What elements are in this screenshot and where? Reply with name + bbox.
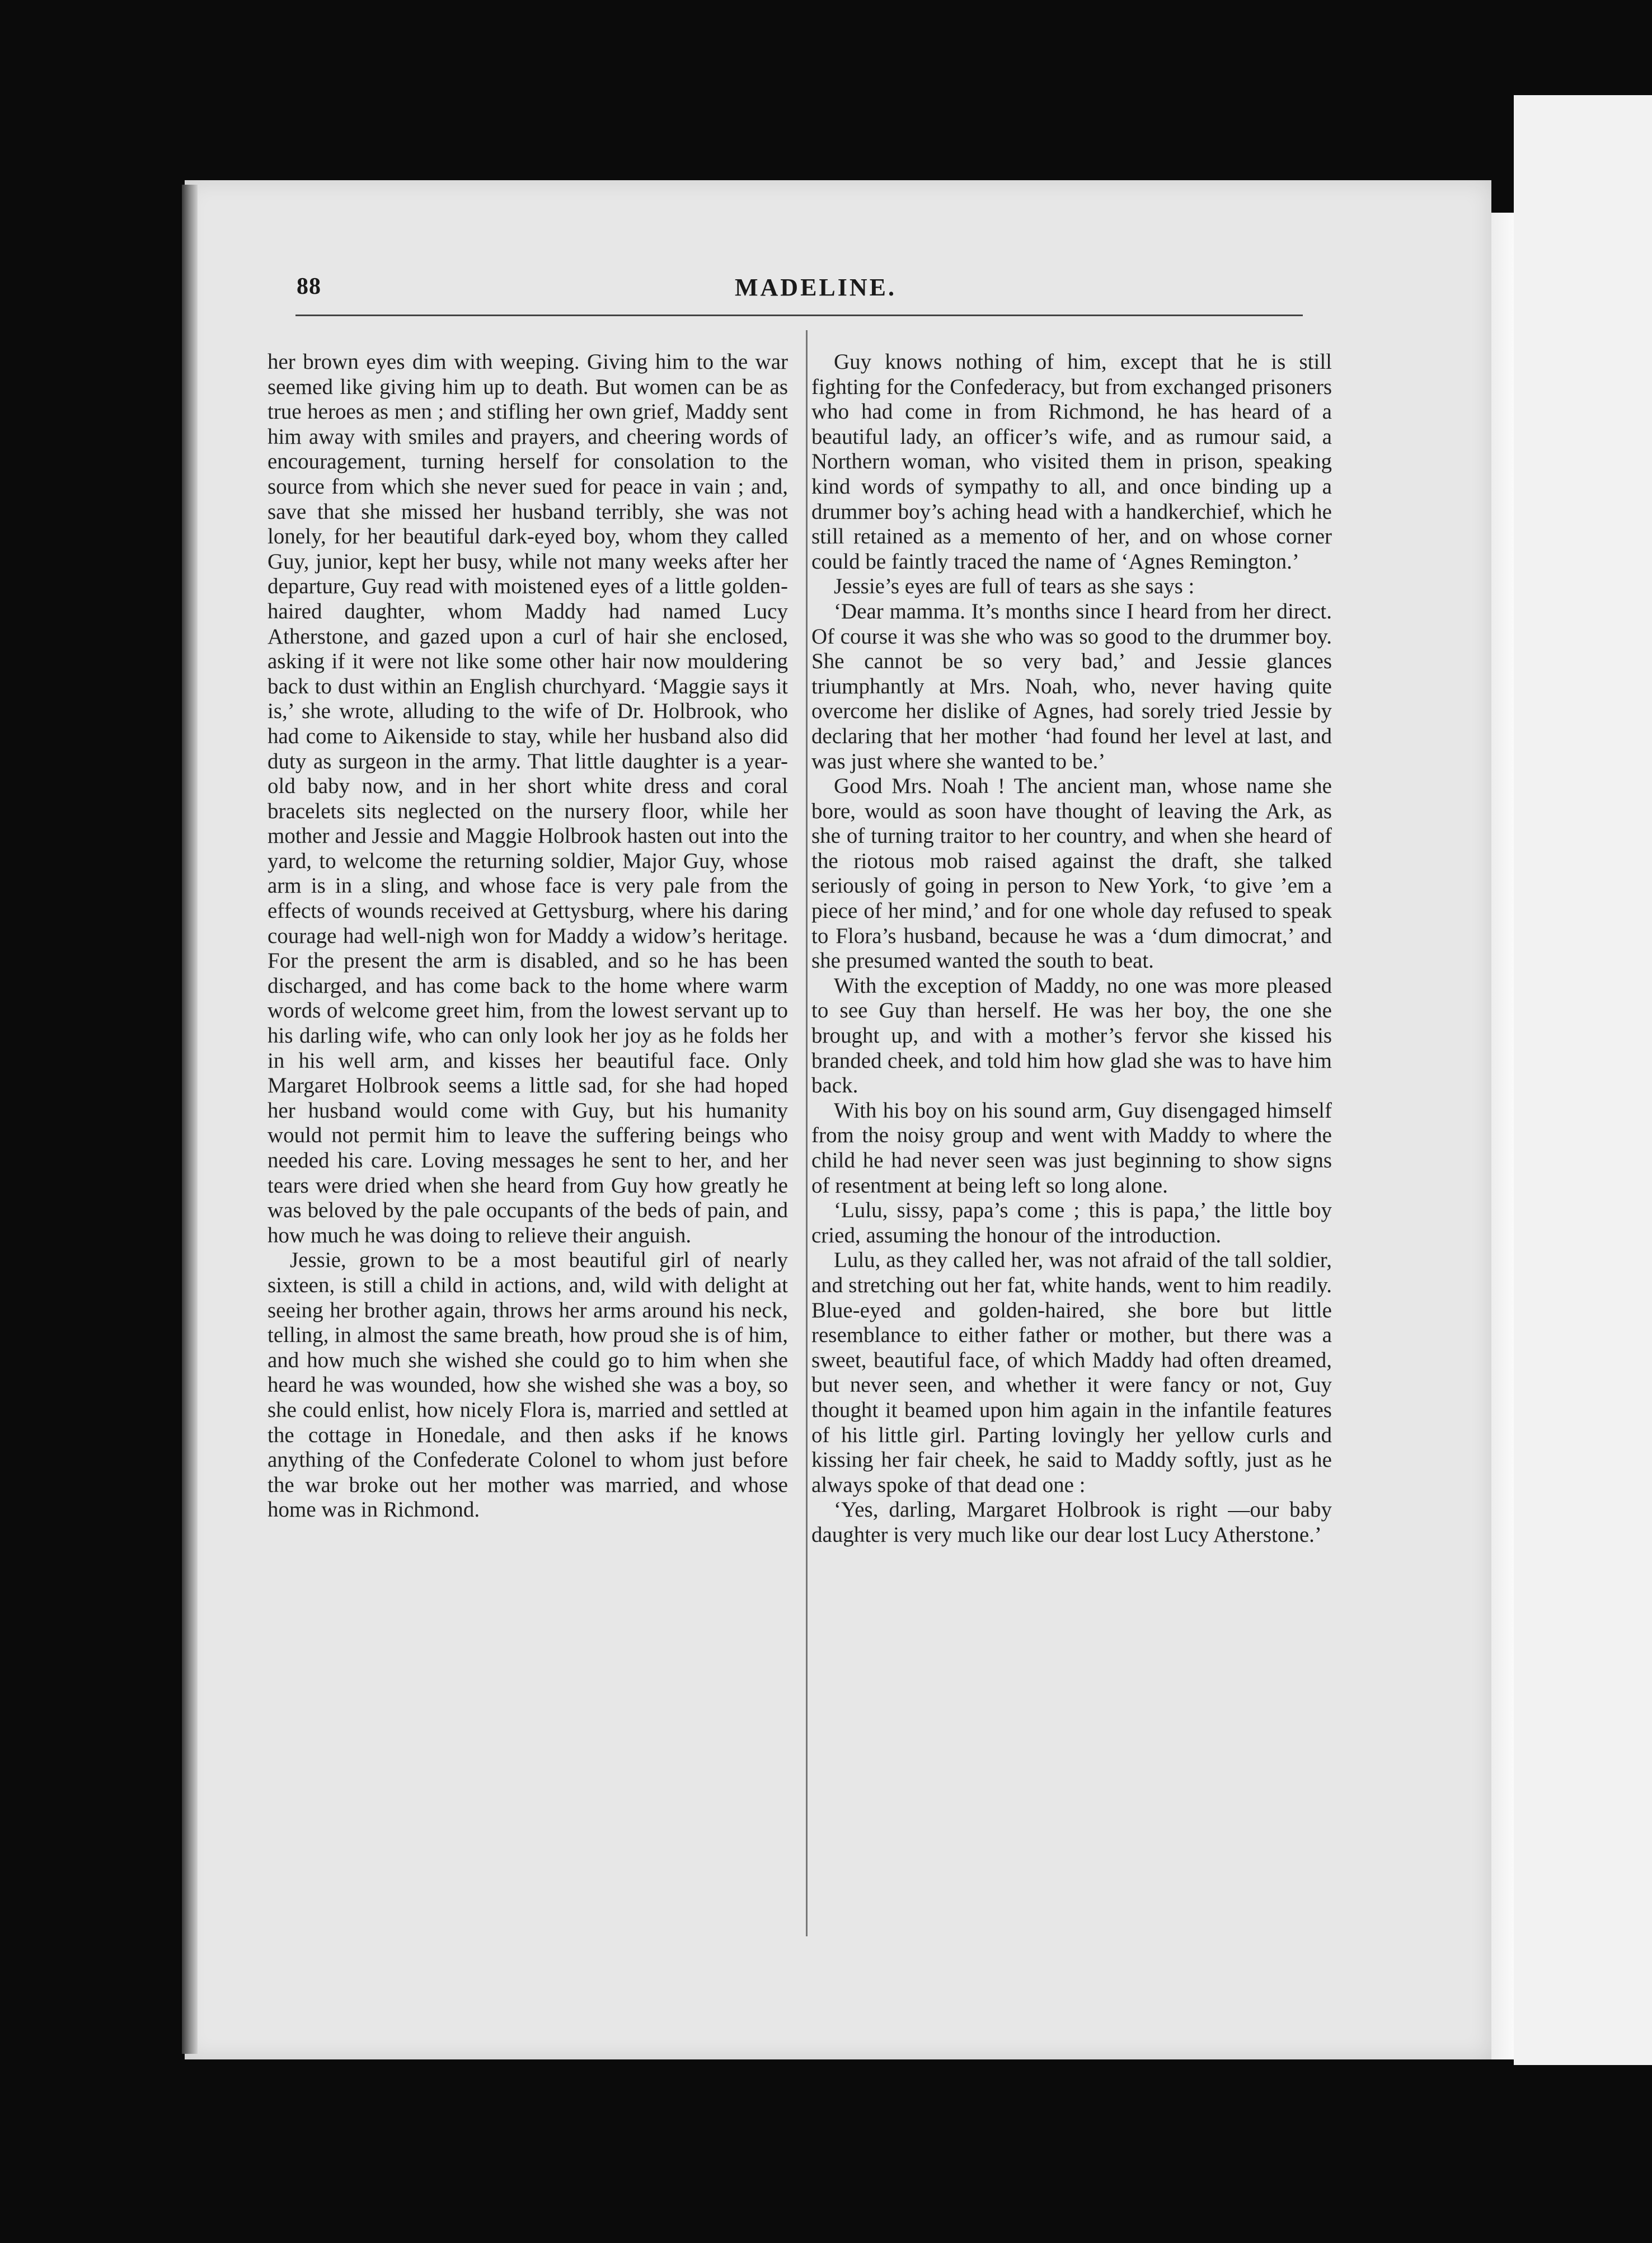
paragraph: ‘Dear mamma. It’s months since I heard from her direct. Of course it was she who was so good to the drummer boy. She cannot be so very bad,’ and Jessie glances triumphantly at Mrs. Noah, who, never having quite overcome her dislike of Agnes, had sorely tried Jessie by declaring that her mother ‘had found her level at last, and was just where she wanted to be.’ [811,599,1332,773]
paragraph: ‘Lulu, sissy, papa’s come ; this is papa,’ the little boy cried, assuming the honour of the introduction. [811,1198,1332,1247]
column-divider [806,330,808,1936]
paragraph: With his boy on his sound arm, Guy disengaged himself from the noisy group and went with Maddy to where the child he had never seen was just beginning to show signs of resentment at being left so long alone. [811,1098,1332,1198]
paragraph: her brown eyes dim with weeping. Giving him to the war seemed like giving him up to death. But women can be as true heroes as men ; and stifling her own grief, Maddy sent him away with smiles and prayers, and cheering words of encouragement, turning herself for consolation to the source from which she never sued for peace in vain ; and, save that she missed her husband terribly, she was not lonely, for her beautiful dark-eyed boy, whom they called Guy, junior, kept her busy, while not many weeks after her departure, Guy read with moistened eyes of a little golden-haired daughter, whom Maddy had named Lucy Atherstone, and gazed upon a curl of hair she enclosed, asking if it were not like some other hair now mouldering back to dust within an English churchyard. ‘Maggie says it is,’ she wrote, alluding to the wife of Dr. Holbrook, who had come to Aikenside to stay, while her husband also did duty as surgeon in the army. That little daughter is a year-old baby now, and in her short white dress and coral bracelets sits neglected on the nursery floor, while her mother and Jessie and Maggie Holbrook hasten out into the yard, to welcome the returning soldier, Major Guy, whose arm is in a sling, and whose face is very pale from the effects of wounds received at Gettysburg, where his daring courage had well-nigh won for Maddy a widow’s heritage. For the present the arm is disabled, and so he has been discharged, and has come back to the home where warm words of welcome greet him, from the lowest servant up to his darling wife, who can only look her joy as he folds her in his well arm, and kisses her beautiful face. Only Margaret Holbrook seems a little sad, for she had hoped her husband would come with Guy, but his humanity would not permit him to leave the suffering beings who needed his care. Loving messages he sent to her, and her tears were dried when she heard from Guy how greatly he was beloved by the pale occupants of the beds of pain, and how much he was doing to relieve their anguish. [267,350,788,1247]
book-spine [182,185,198,2054]
running-title: MADELINE. [734,274,897,301]
page-number: 88 [297,274,321,299]
right-column [811,350,1332,1548]
paragraph: Jessie’s eyes are full of tears as she says : [834,574,1195,599]
paragraph: Guy knows nothing of him, except that he is still fighting for the Confederacy, but from exchanged prisoners who had come in from Richmond, he has heard of a beautiful lady, an officer’s wife, and as rumour said, a Northern woman, who visited them in prison, speaking kind words of sympathy to all, and once binding up a drummer boy’s aching head with a handkerchief, which he still retained as a memento of her, and on whose corner could be faintly traced the name of ‘Agnes Remington.’ [811,350,1332,574]
paragraph: With the exception of Maddy, no one was more pleased to see Guy than herself. He was her boy, the one she brought up, and with a mother’s fervor she kissed his branded cheek, and told him how glad she was to have him back. [811,973,1332,1098]
paragraph: Lulu, as they called her, was not afraid of the tall soldier, and stretching out her fat, white hands, went to him readily. Blue-eyed and golden-haired, she bore but little resemblance to either father or mother, but there was a sweet, beautiful face, of which Maddy had often dreamed, but never seen, and whether it were fancy or not, Guy thought it beamed upon him again in the infantile features of his little girl. Parting lovingly her yellow curls and kissing her fair cheek, he said to Maddy softly, just as he always spoke of that dead one : [811,1248,1332,1497]
facing-page [1514,95,1652,2065]
paragraph: ‘Yes, darling, Margaret Holbrook is right —our baby daughter is very much like our dear lost Lucy Atherstone.’ [811,1498,1332,1547]
page-header [297,273,1335,318]
paragraph: Jessie, grown to be a most beautiful girl of nearly sixteen, is still a child in actions, and, wild with delight at seeing her brother again, throws her arms around his neck, telling, in almost the same breath, how proud she is of him, and how much she wished she could go to him when she heard he was wounded, how she wished she was a boy, so she could enlist, how nicely Flora is, married and settled at the cottage in Honedale, and then asks if he knows anything of the Confederate Colonel to whom just before the war broke out her mother was married, and whose home was in Richmond. [267,1248,788,1522]
left-column [267,350,788,1523]
header-rule [295,315,1303,316]
paragraph: Good Mrs. Noah ! The ancient man, whose name she bore, would as soon have thought of leaving the Ark, as she of turning traitor to her country, and when she heard of the riotous mob raised against the draft, she talked seriously of going in person to New York, ‘to give ’em a piece of her mind,’ and for one whole day refused to speak to Flora’s husband, because he was a ‘dum dimocrat,’ and she presumed wanted the south to beat. [811,774,1332,973]
